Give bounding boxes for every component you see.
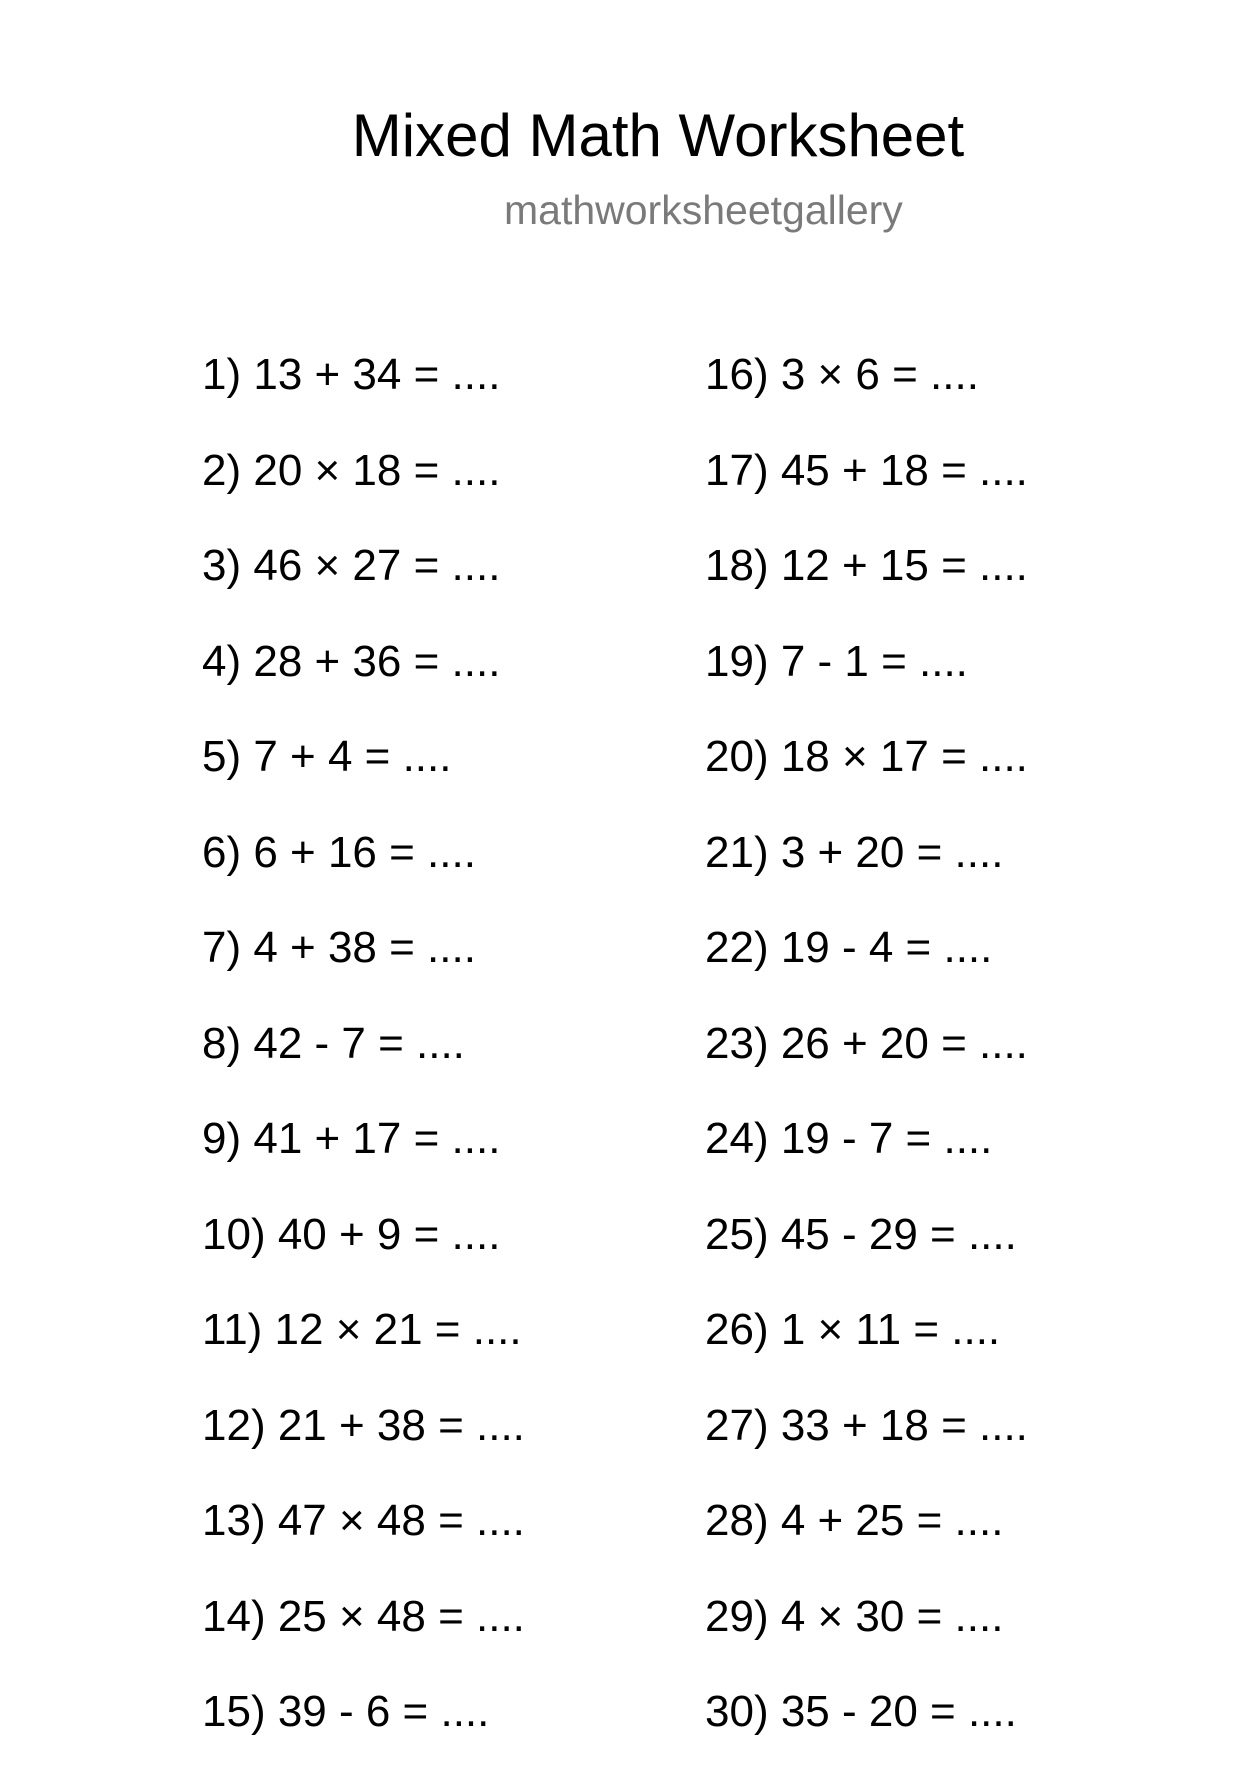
problem-item: 23) 26 + 20 = ....: [705, 1018, 1028, 1068]
problem-item: 15) 39 - 6 = ....: [202, 1687, 490, 1736]
problem-column-right: [705, 345, 1028, 1778]
problem-item: 6) 6 + 16 = ....: [202, 827, 476, 877]
problem-item: 3) 46 × 27 = ....: [202, 541, 501, 590]
worksheet-source: mathworksheetgallery: [504, 187, 903, 233]
problem-item: 12) 21 + 38 = ....: [202, 1400, 525, 1450]
problem-item: 28) 4 + 25 = ....: [705, 1496, 1004, 1545]
problem-item: 14) 25 × 48 = ....: [202, 1591, 525, 1641]
problem-item: 20) 18 × 17 = ....: [705, 732, 1028, 781]
problem-item: 13) 47 × 48 = ....: [202, 1496, 525, 1545]
problem-item: 30) 35 - 20 = ....: [705, 1687, 1017, 1736]
problem-item: 22) 19 - 4 = ....: [705, 923, 993, 972]
problem-item: 4) 28 + 36 = ....: [202, 636, 501, 686]
problem-item: 17) 45 + 18 = ....: [705, 445, 1028, 495]
problem-item: 16) 3 × 6 = ....: [705, 350, 979, 399]
problem-column-left: [202, 345, 525, 1778]
problem-item: 7) 4 + 38 = ....: [202, 923, 476, 972]
problem-item: 11) 12 × 21 = ....: [202, 1305, 522, 1354]
problem-item: 25) 45 - 29 = ....: [705, 1209, 1017, 1259]
problem-item: 1) 13 + 34 = ....: [202, 350, 501, 399]
problem-item: 24) 19 - 7 = ....: [705, 1114, 993, 1163]
problem-item: 21) 3 + 20 = ....: [705, 827, 1004, 877]
problem-item: 8) 42 - 7 = ....: [202, 1018, 465, 1068]
problem-item: 9) 41 + 17 = ....: [202, 1114, 501, 1163]
problem-item: 5) 7 + 4 = ....: [202, 732, 452, 781]
problem-item: 2) 20 × 18 = ....: [202, 445, 501, 495]
problem-item: 10) 40 + 9 = ....: [202, 1209, 501, 1259]
problem-item: 18) 12 + 15 = ....: [705, 541, 1028, 590]
problem-item: 26) 1 × 11 = ....: [705, 1305, 1001, 1354]
problem-item: 19) 7 - 1 = ....: [705, 636, 968, 686]
worksheet-title: Mixed Math Worksheet: [351, 102, 965, 169]
problem-item: 27) 33 + 18 = ....: [705, 1400, 1028, 1450]
problem-item: 29) 4 × 30 = ....: [705, 1591, 1004, 1641]
